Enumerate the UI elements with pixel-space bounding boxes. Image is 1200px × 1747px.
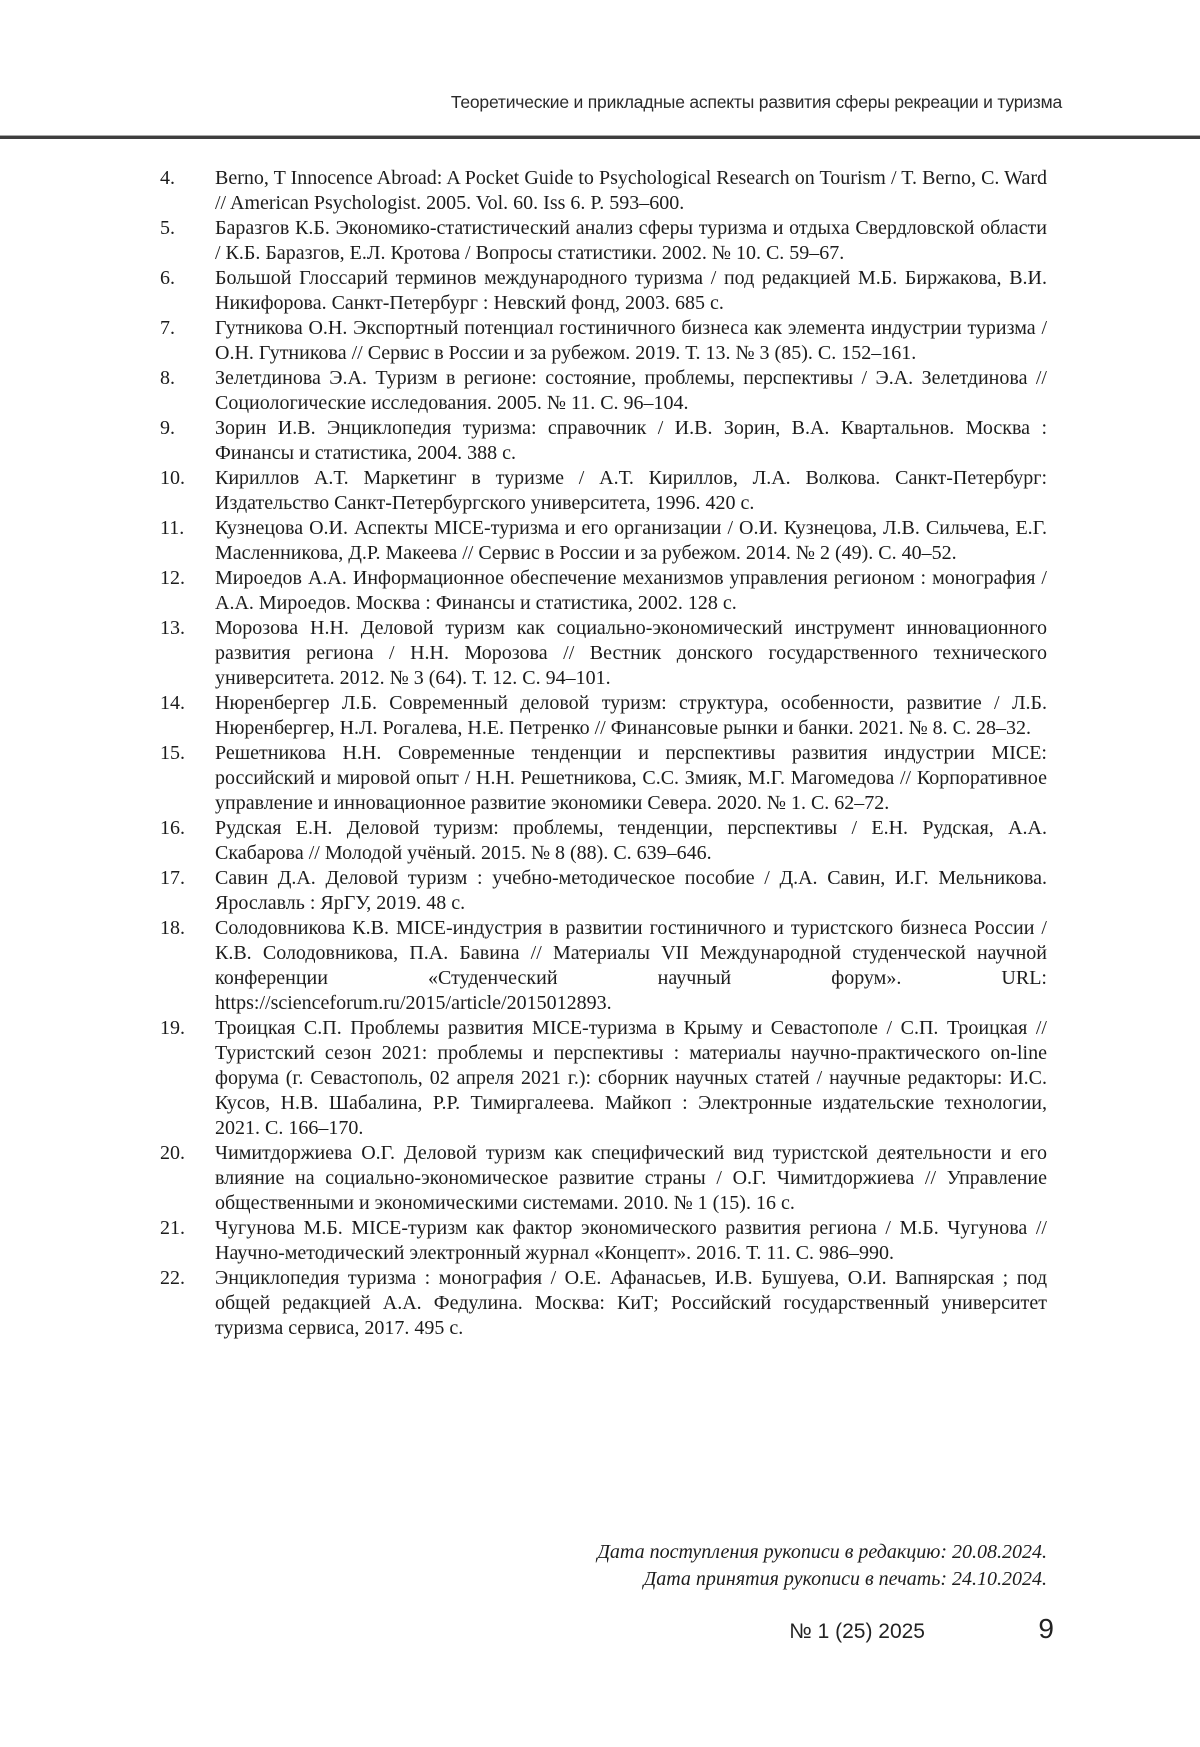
reference-item bbox=[160, 216, 1047, 266]
reference-item bbox=[160, 741, 1047, 816]
reference-item bbox=[160, 1141, 1047, 1216]
reference-item bbox=[160, 916, 1047, 1016]
reference-text: Зорин И.В. Энциклопедия туризма: справочник / И.В. Зорин, В.А. Квартальнов. Москва : Финансы и статистика, 2004. 388 с. bbox=[215, 417, 1047, 464]
reference-number: 19. bbox=[160, 1017, 185, 1039]
reference-text: Баразгов К.Б. Экономико-статистический анализ сферы туризма и отдыха Свердловской области / К.Б. Баразгов, Е.Л. Кротова / Вопросы статистики. 2002. № 10. С. 59–67. bbox=[215, 217, 1047, 264]
reference-number: 10. bbox=[160, 467, 185, 489]
reference-number: 22. bbox=[160, 1267, 185, 1289]
reference-list bbox=[160, 166, 1047, 1341]
reference-item bbox=[160, 316, 1047, 366]
reference-text: Кузнецова О.И. Аспекты MICE-туризма и его организации / О.И. Кузнецова, Л.В. Сильчева, Е.Г. Масленникова, Д.Р. Макеева // Сервис в России и за рубежом. 2014. № 2 (49). С. 40–52. bbox=[215, 517, 1047, 564]
reference-number: 21. bbox=[160, 1217, 185, 1239]
reference-text: Кириллов А.Т. Маркетинг в туризме / А.Т. Кириллов, Л.А. Волкова. Санкт-Петербург: Издательство Санкт-Петербургского университета, 1996. 420 с. bbox=[215, 467, 1047, 514]
reference-text: Рудская Е.Н. Деловой туризм: проблемы, тенденции, перспективы / Е.Н. Рудская, А.А. Скабарова // Молодой учёный. 2015. № 8 (88). С. 639–646. bbox=[215, 817, 1047, 864]
reference-item bbox=[160, 816, 1047, 866]
reference-text: Савин Д.А. Деловой туризм : учебно-методическое пособие / Д.А. Савин, И.Г. Мельникова. Ярославль : ЯрГУ, 2019. 48 с. bbox=[215, 867, 1047, 914]
reference-text: Троицкая С.П. Проблемы развития MICE-туризма в Крыму и Севастополе / С.П. Троицкая // Туристский сезон 2021: проблемы и перспективы : материалы научно-практического on-line форума (г. Севастополь, 02 апреля 2021 г.): сборник научных статей / научные редакторы: И.С. Кусов, Н.В. Шабалина, Р.Р. Тимиргалеева. Майкоп : Электронные издательские технологии, 2021. С. 166–170. bbox=[215, 1017, 1047, 1139]
reference-text: Солодовникова К.В. MICE-индустрия в развитии гостиничного и туристского бизнеса России / К.В. Солодовникова, П.А. Бавина // Материалы VII Международной студенческой научной конференции «Студенческий научный форум». URL: https://scienceforum.ru/2015/article/2015012893. bbox=[215, 917, 1047, 1014]
reference-item bbox=[160, 1216, 1047, 1266]
header-rule bbox=[0, 135, 1200, 139]
reference-item bbox=[160, 616, 1047, 691]
date-accepted: Дата принятия рукописи в печать: 24.10.2024. bbox=[643, 1567, 1047, 1590]
reference-text: Морозова Н.Н. Деловой туризм как социально-экономический инструмент инновационного развития региона / Н.Н. Морозова // Вестник донского государственного технического университета. 2012. № 3 (64). Т. 12. С. 94–101. bbox=[215, 617, 1047, 689]
reference-number: 14. bbox=[160, 692, 185, 714]
reference-item bbox=[160, 691, 1047, 741]
reference-number: 16. bbox=[160, 817, 185, 839]
reference-text: Чугунова М.Б. MICE-туризм как фактор экономического развития региона / М.Б. Чугунова // Научно-методический электронный журнал «Концепт». 2016. Т. 11. С. 986–990. bbox=[215, 1217, 1047, 1264]
reference-item bbox=[160, 416, 1047, 466]
reference-text: Мироедов А.А. Информационное обеспечение механизмов управления регионом : монография / А.А. Мироедов. Москва : Финансы и статистика, 2002. 128 с. bbox=[215, 567, 1047, 614]
reference-text: Энциклопедия туризма : монография / О.Е. Афанасьев, И.В. Бушуева, О.И. Вапнярская ; под общей редакцией А.А. Федулина. Москва: КиТ; Российский государственный университет туризма сервиса, 2017. 495 с. bbox=[215, 1267, 1047, 1339]
reference-number: 6. bbox=[160, 267, 175, 289]
page-number: 9 bbox=[1038, 1613, 1054, 1644]
reference-text: Гутникова О.Н. Экспортный потенциал гостиничного бизнеса как элемента индустрии туризма / О.Н. Гутникова // Сервис в России и за рубежом. 2019. Т. 13. № 3 (85). С. 152–161. bbox=[215, 317, 1047, 364]
reference-text: Большой Глоссарий терминов международного туризма / под редакцией М.Б. Биржакова, В.И. Никифорова. Санкт-Петербург : Невский фонд, 2003. 685 с. bbox=[215, 267, 1047, 314]
reference-item bbox=[160, 1016, 1047, 1141]
reference-number: 13. bbox=[160, 617, 185, 639]
reference-number: 18. bbox=[160, 917, 185, 939]
issue-label: № 1 (25) 2025 bbox=[789, 1620, 925, 1643]
reference-number: 20. bbox=[160, 1142, 185, 1164]
reference-text: Зелетдинова Э.А. Туризм в регионе: состояние, проблемы, перспективы / Э.А. Зелетдинова // Социологические исследования. 2005. № 11. С. 96–104. bbox=[215, 367, 1047, 414]
running-head: Теоретические и прикладные аспекты развития сферы рекреации и туризма bbox=[450, 92, 1062, 112]
reference-number: 5. bbox=[160, 217, 175, 239]
reference-number: 9. bbox=[160, 417, 175, 439]
reference-item bbox=[160, 1266, 1047, 1341]
reference-item bbox=[160, 166, 1047, 216]
reference-number: 17. bbox=[160, 867, 185, 889]
reference-number: 12. bbox=[160, 567, 185, 589]
reference-item bbox=[160, 466, 1047, 516]
reference-text: Чимитдоржиева О.Г. Деловой туризм как специфический вид туристской деятельности и его влияние на социально-экономическое развитие страны / О.Г. Чимитдоржиева // Управление общественными и экономическими системами. 2010. № 1 (15). 16 с. bbox=[215, 1142, 1047, 1214]
reference-item bbox=[160, 516, 1047, 566]
date-received: Дата поступления рукописи в редакцию: 20.08.2024. bbox=[597, 1541, 1047, 1563]
reference-text: Нюренбергер Л.Б. Современный деловой туризм: структура, особенности, развитие / Л.Б. Нюренбергер, Н.Л. Рогалева, Н.Е. Петренко // Финансовые рынки и банки. 2021. № 8. С. 28–32. bbox=[215, 692, 1047, 739]
reference-number: 4. bbox=[160, 167, 175, 189]
reference-number: 15. bbox=[160, 742, 185, 764]
reference-text: Berno, T Innocence Abroad: A Pocket Guide to Psychological Research on Tourism / T. Berno, C. Ward // American Psychologist. 2005. Vol. 60. Iss 6. P. 593–600. bbox=[215, 167, 1047, 214]
reference-text: Решетникова Н.Н. Современные тенденции и перспективы развития индустрии MICE: российский и мировой опыт / Н.Н. Решетникова, С.С. Змияк, М.Г. Магомедова // Корпоративное управление и инновационное развитие экономики Севера. 2020. № 1. С. 62–72. bbox=[215, 742, 1047, 814]
reference-item bbox=[160, 366, 1047, 416]
reference-number: 11. bbox=[160, 517, 185, 539]
reference-item bbox=[160, 566, 1047, 616]
reference-number: 7. bbox=[160, 317, 175, 339]
reference-number: 8. bbox=[160, 367, 175, 389]
reference-item bbox=[160, 866, 1047, 916]
manuscript-dates bbox=[160, 1539, 1047, 1592]
reference-item bbox=[160, 266, 1047, 316]
